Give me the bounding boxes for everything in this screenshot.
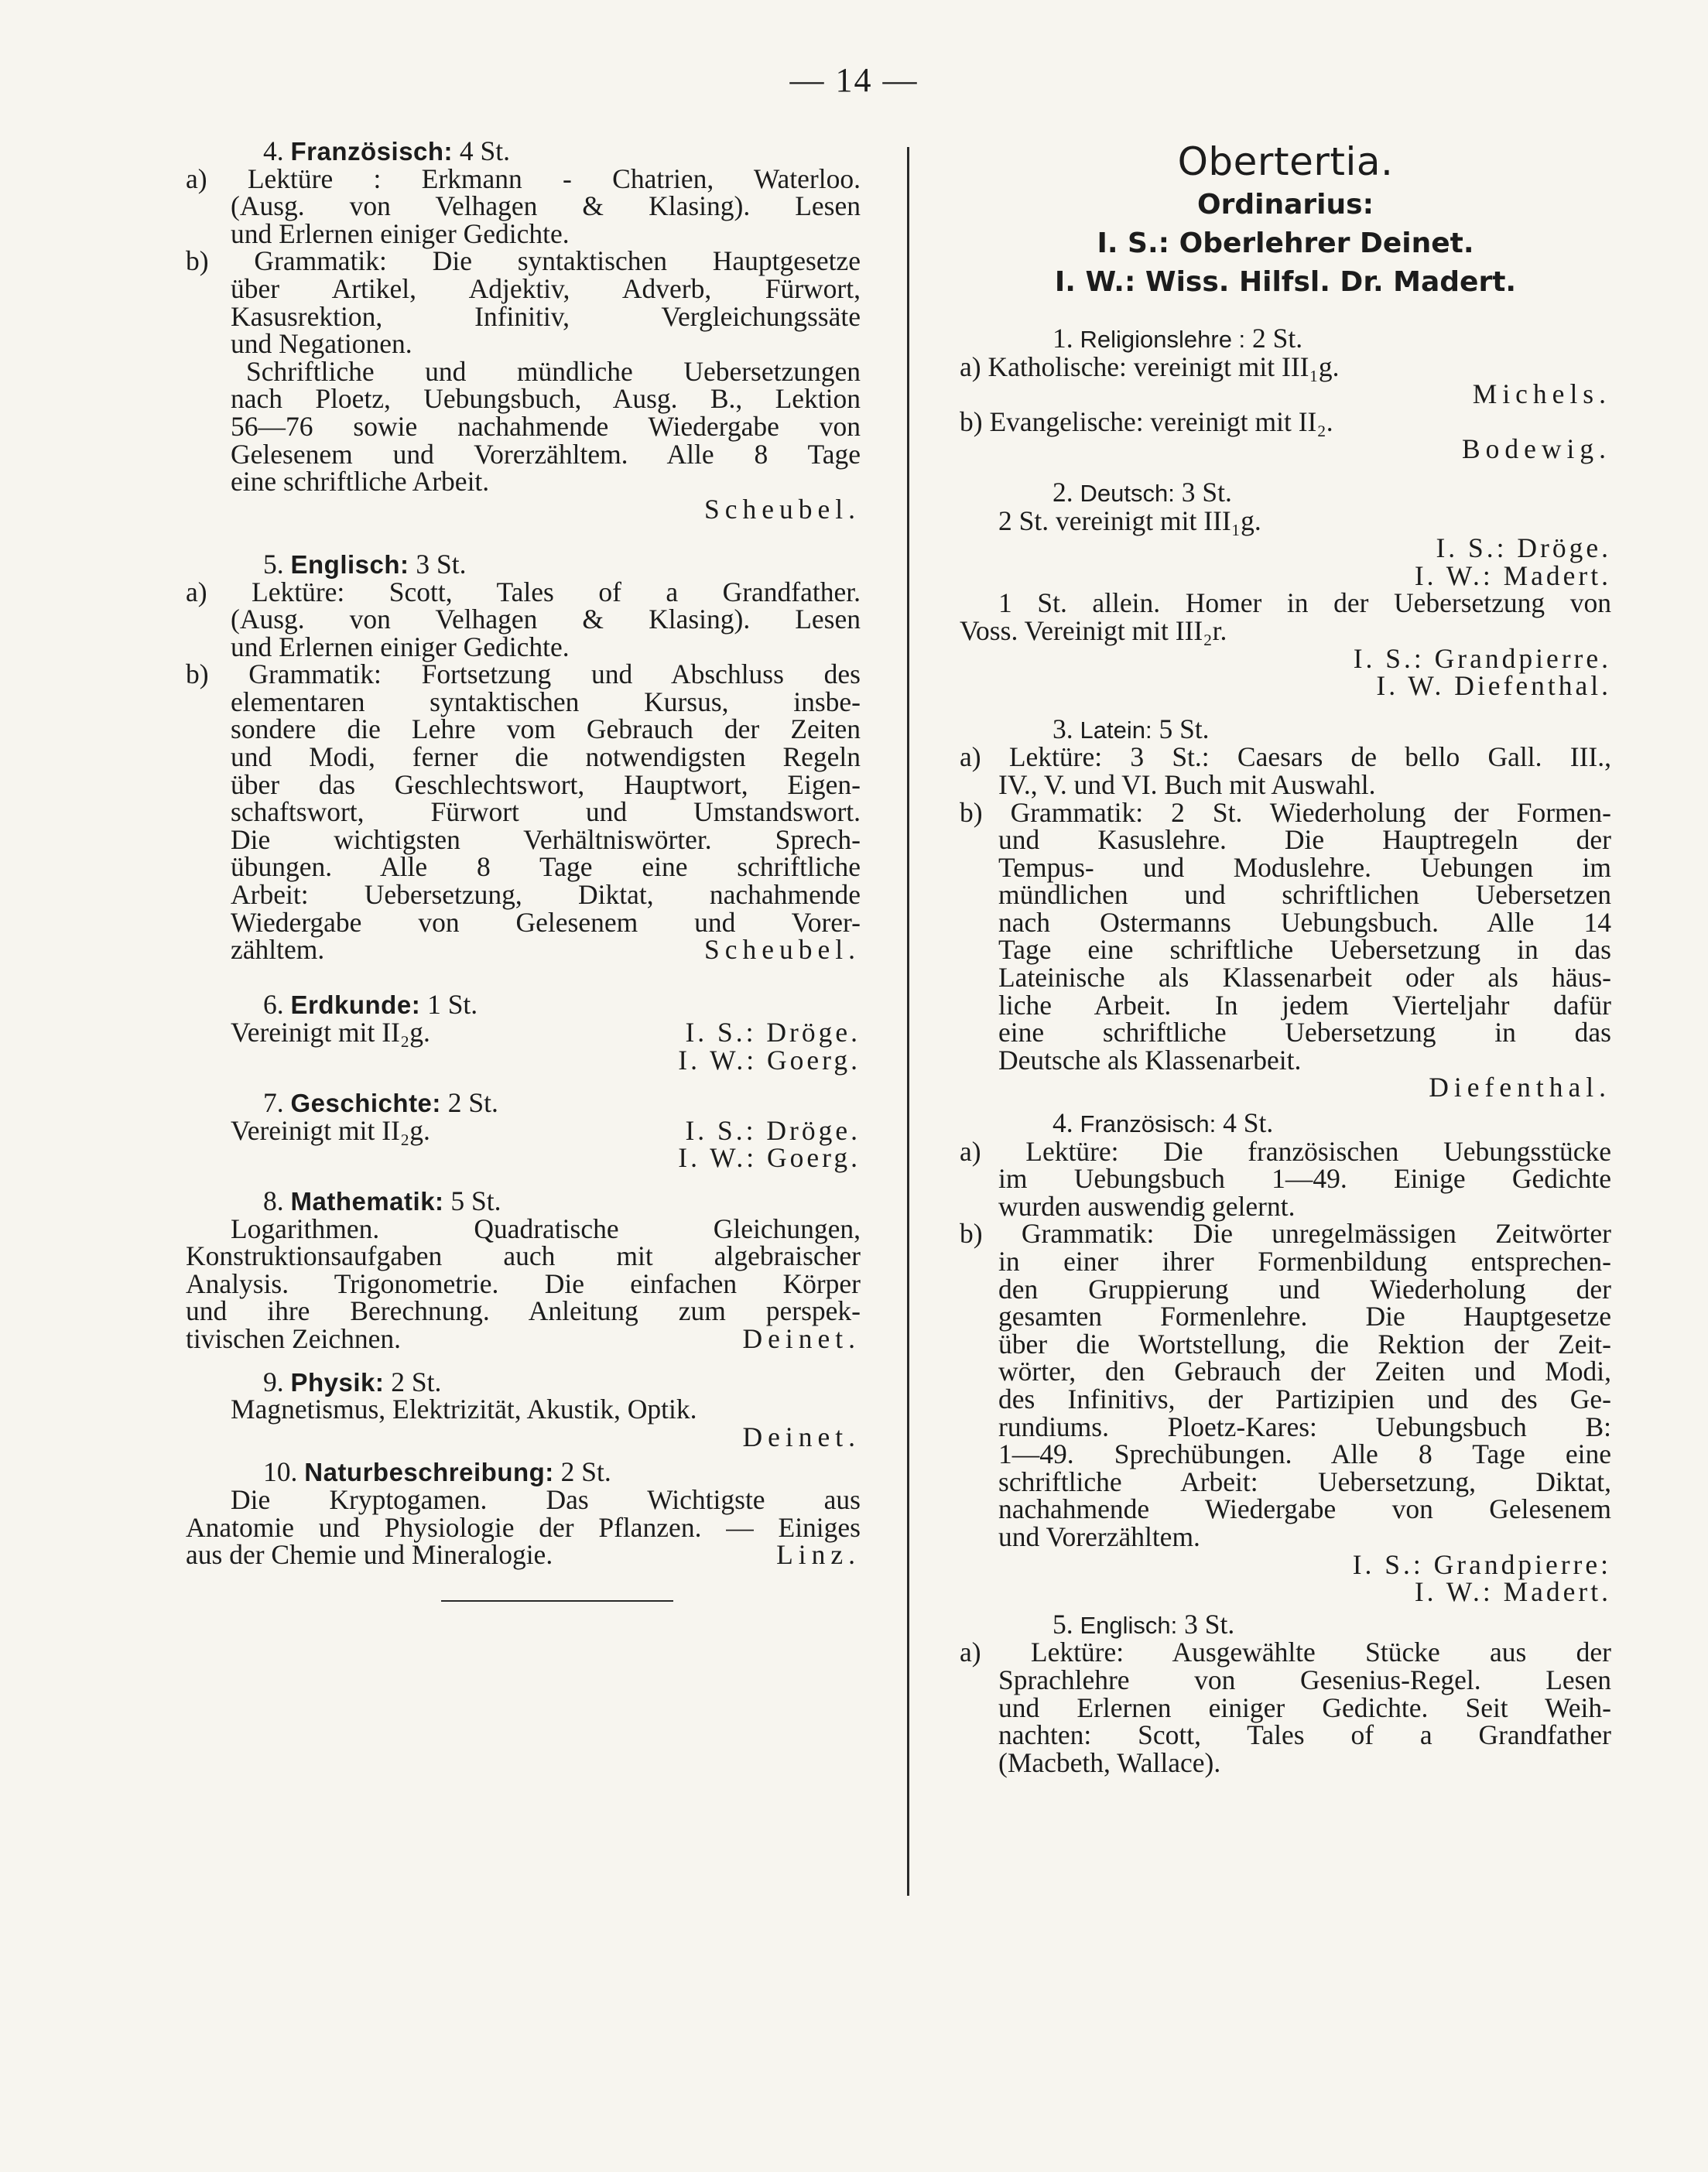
section-heading: 1. Religionslehre : 2 St. <box>1053 323 1303 354</box>
text-line: zähltem. Scheubel. <box>231 934 861 966</box>
text-line: a) Lektüre: Ausgewählte Stücke aus der <box>960 1637 1611 1668</box>
text-line: Vereinigt mit II₂g. I. S.: Dröge. <box>231 1114 861 1146</box>
teacher-signature: I. W.: Madert. <box>1414 1576 1611 1608</box>
text-line: Die Kryptogamen. Das Wichtigste aus <box>231 1483 861 1515</box>
teacher-signature: I. W.: Goerg. <box>678 1044 861 1076</box>
text-line: Sprachlehre von Gesenius-Regel. Lesen <box>998 1664 1611 1695</box>
column-divider <box>907 147 909 1896</box>
text-line: aus der Chemie und Mineralogie. Linz. <box>186 1539 861 1571</box>
text-line: (Ausg. von Velhagen & Klasing). Lesen <box>231 190 861 222</box>
section-heading: 2. Deutsch: 3 St. <box>1053 476 1232 508</box>
text-line: liche Arbeit. In jedem Vierteljahr dafür <box>998 989 1611 1021</box>
text-line: rundiums. Ploetz-Kares: Uebungsbuch B: <box>998 1411 1611 1442</box>
text-line: und Modi, ferner die notwendigsten Regeln <box>231 741 861 773</box>
text-line: Vereinigt mit II₂g. I. S.: Dröge. <box>231 1017 861 1048</box>
teacher-signature: I. W.: Madert. <box>1414 559 1611 591</box>
section-heading: 6. Erdkunde: 1 St. <box>263 989 478 1021</box>
text-line: sondere die Lehre vom Gebrauch der Zeiten <box>231 713 861 745</box>
text-line: Lateinische als Klassenarbeit oder als häus- <box>998 962 1611 994</box>
text-line: b) Grammatik: Die syntaktischen Hauptgesetze <box>186 245 861 277</box>
text-line: mündlichen und schriftlichen Uebersetzen <box>998 879 1611 911</box>
text-line: (Ausg. von Velhagen & Klasing). Lesen <box>231 604 861 635</box>
text-line: b) Grammatik: 2 St. Wiederholung der Formen- <box>960 796 1611 828</box>
section-heading: 7. Geschichte: 2 St. <box>263 1087 498 1119</box>
text-line: b) Grammatik: Die unregelmässigen Zeitwörter <box>960 1218 1611 1250</box>
teacher-signature: Deinet. <box>742 1322 861 1354</box>
teacher-signature: I. W.: Goerg. <box>678 1142 861 1174</box>
closing-rule <box>441 1600 673 1602</box>
section-heading: 5. Englisch: 3 St. <box>263 548 467 580</box>
teacher-signature: Linz. <box>776 1539 861 1571</box>
text-line: nach Ostermanns Uebungsbuch. Alle 14 <box>998 906 1611 938</box>
text-line: b) Evangelische: vereinigt mit II₂. <box>960 405 1333 437</box>
text-line: und Erlernen einiger Gedichte. Seit Weih- <box>998 1691 1611 1723</box>
teacher-signature: I. S.: Dröge. <box>1436 532 1611 564</box>
section-heading: 3. Latein: 5 St. <box>1053 713 1210 744</box>
text-line: 56—76 sowie nachahmende Wiedergabe von <box>231 410 861 442</box>
text-line: übungen. Alle 8 Tage eine schriftliche <box>231 851 861 883</box>
text-line: über das Geschlechtswort, Hauptwort, Eigen- <box>231 768 861 800</box>
teacher-signature: I. S.: Grandpierre. <box>1353 642 1611 674</box>
section-heading: 4. Französisch: 4 St. <box>263 135 511 166</box>
teacher-signature: Scheubel. <box>703 934 861 966</box>
text-line: Tempus- und Moduslehre. Uebungen im <box>998 851 1611 883</box>
ordinarius-winter: I. W.: Wiss. Hilfsl. Dr. Madert. <box>1054 266 1517 298</box>
text-line: Deutsche als Klassenarbeit. <box>998 1044 1302 1076</box>
text-line: b) Grammatik: Fortsetzung und Abschluss des <box>186 658 861 690</box>
text-line: a) Lektüre: 3 St.: Caesars de bello Gall. III., <box>960 741 1611 773</box>
text-line: a) Lektüre: Scott, Tales of a Grandfather. <box>186 576 861 607</box>
text-line: nach Ploetz, Uebungsbuch, Ausg. B., Lektion <box>231 383 861 415</box>
text-line: gesamten Formenlehre. Die Hauptgesetze <box>998 1301 1611 1332</box>
text-line: über die Wortstellung, die Rektion der Zeit- <box>998 1328 1611 1360</box>
section-heading: 5. Englisch: 3 St. <box>1053 1608 1235 1640</box>
text-line: Schriftliche und mündliche Uebersetzungen <box>246 355 861 387</box>
text-line: a) Lektüre : Erkmann - Chatrien, Waterloo. <box>186 162 861 194</box>
teacher-signature: Deinet. <box>742 1421 861 1452</box>
section-heading: 4. Französisch: 4 St. <box>1053 1107 1274 1139</box>
text-line: eine schriftliche Arbeit. <box>231 466 490 498</box>
text-line: Gelesenem und Vorerzähltem. Alle 8 Tage <box>231 438 861 470</box>
right-column <box>960 138 1611 1777</box>
text-line: Logarithmen. Quadratische Gleichungen, <box>231 1213 861 1244</box>
teacher-signature: Diefenthal. <box>1429 1072 1611 1103</box>
text-line: Analysis. Trigonometrie. Die einfachen Körper <box>186 1267 861 1299</box>
text-line: wurden auswendig gelernt. <box>998 1190 1296 1222</box>
teacher-signature: Bodewig. <box>1461 433 1611 465</box>
text-line: Kasusrektion, Infinitiv, Vergleichungssäte <box>231 300 861 332</box>
section-heading: 8. Mathematik: 5 St. <box>263 1185 501 1216</box>
text-line: den Gruppierung und Wiederholung der <box>998 1273 1611 1305</box>
text-line: und Erlernen einiger Gedichte. <box>231 631 570 662</box>
text-line: nachten: Scott, Tales of a Grandfather <box>998 1719 1611 1751</box>
text-line: (Macbeth, Wallace). <box>998 1746 1221 1778</box>
section-heading: 9. Physik: 2 St. <box>263 1366 442 1397</box>
text-line: 2 St. vereinigt mit III₁g. <box>998 505 1261 536</box>
class-title: Obertertia. <box>1177 139 1394 184</box>
text-line: 1—49. Sprechübungen. Alle 8 Tage eine <box>998 1438 1611 1470</box>
ordinarius-summer: I. S.: Oberlehrer Deinet. <box>1097 227 1474 259</box>
text-line: in einer ihrer Formenbildung entsprechen- <box>998 1246 1611 1277</box>
text-line: tivischen Zeichnen. Deinet. <box>186 1322 861 1354</box>
text-line: und Vorerzähltem. <box>998 1520 1200 1552</box>
text-line: Voss. Vereinigt mit III₂r. <box>960 614 1227 646</box>
text-line: Die wichtigsten Verhältniswörter. Sprech- <box>231 823 861 855</box>
text-line: IV., V. und VI. Buch mit Auswahl. <box>998 768 1376 800</box>
teacher-signature: I. W. Diefenthal. <box>1376 670 1611 702</box>
text-line: und Negationen. <box>231 328 412 360</box>
ordinarius-label: Ordinarius: <box>1197 189 1374 221</box>
left-column <box>186 135 861 1602</box>
text-line: des Infinitivs, der Partizipien und des Ge- <box>998 1383 1611 1414</box>
text-line: a) Lektüre: Die französischen Uebungsstücke <box>960 1135 1611 1167</box>
text-line: wörter, den Gebrauch der Zeiten und Modi, <box>998 1356 1611 1387</box>
text-line: Konstruktionsaufgaben auch mit algebraischer <box>186 1240 861 1272</box>
text-line: und ihre Berechnung. Anleitung zum perspek- <box>186 1295 861 1327</box>
text-line: 1 St. allein. Homer in der Uebersetzung von <box>998 587 1611 619</box>
teacher-signature: Scheubel. <box>703 493 861 525</box>
teacher-signature: I. S.: Grandpierre: <box>1352 1548 1611 1580</box>
text-line: Tage eine schriftliche Uebersetzung in das <box>998 934 1611 966</box>
section-heading: 10. Naturbeschreibung: 2 St. <box>263 1456 611 1488</box>
text-line: schriftliche Arbeit: Uebersetzung, Diktat, <box>998 1466 1611 1497</box>
text-line: und Erlernen einiger Gedichte. <box>231 217 570 249</box>
text-line: nachahmende Wiedergabe von Gelesenem <box>998 1493 1611 1525</box>
text-line: Arbeit: Uebersetzung, Diktat, nachahmende <box>231 879 861 911</box>
text-line: eine schriftliche Uebersetzung in das <box>998 1017 1611 1048</box>
text-line: a) Katholische: vereinigt mit III₁g. <box>960 351 1340 382</box>
text-line: Magnetismus, Elektrizität, Akustik, Optik. <box>231 1394 697 1425</box>
text-line: Wiedergabe von Gelesenem und Vorer- <box>231 906 861 938</box>
text-line: elementaren syntaktischen Kursus, insbe- <box>231 686 861 717</box>
text-line: schaftswort, Fürwort und Umstandswort. <box>231 796 861 828</box>
page-number: — 14 — <box>789 61 919 99</box>
teacher-signature: Michels. <box>1472 378 1611 410</box>
text-line: und Kasuslehre. Die Hauptregeln der <box>998 824 1611 856</box>
text-line: über Artikel, Adjektiv, Adverb, Fürwort, <box>231 272 861 304</box>
text-line: Anatomie und Physiologie der Pflanzen. — Einiges <box>186 1511 861 1543</box>
text-line: im Uebungsbuch 1—49. Einige Gedichte <box>998 1163 1611 1195</box>
